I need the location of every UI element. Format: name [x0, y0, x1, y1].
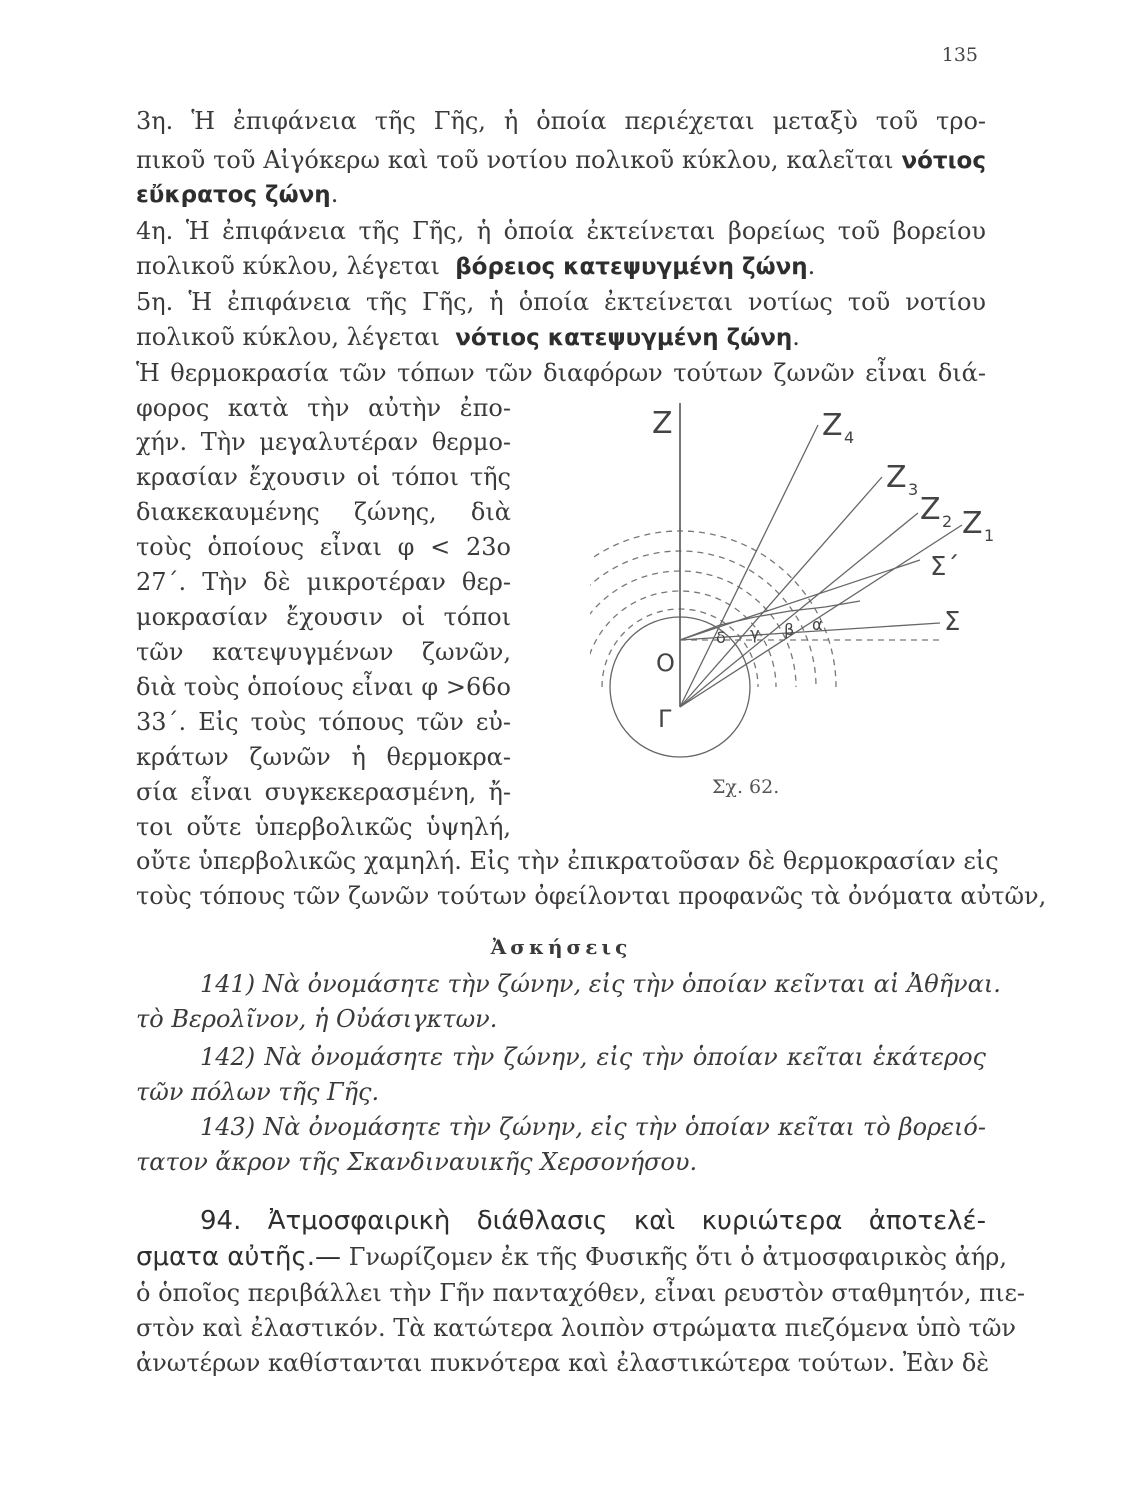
label-alpha: α	[812, 615, 823, 634]
label-z2-sub: 2	[942, 512, 953, 531]
para3-line2	[136, 143, 986, 178]
para4-line2-text: πολικοῦ κύκλου, λέγεται	[136, 252, 440, 280]
label-z1: Z	[962, 506, 983, 541]
section-94-line4: στὸν καὶ ἐλαστικόν. Τὰ κατώτερα λοιπὸν στρώματα πιεζόμενα ὑπὸ τῶν	[136, 1314, 1016, 1342]
section-94-line5: ἀνωτέρων καθίστανται πυκνότερα καὶ ἐλαστικώτερα τούτων. Ἐὰν δὲ	[136, 1349, 990, 1377]
line-z4	[680, 425, 818, 707]
temp-para-short-line2: χήν. Τὴν μεγαλυτέραν θερμο-	[136, 428, 511, 456]
label-sigma-prime: Σ΄	[930, 552, 960, 582]
line-z3	[680, 477, 882, 707]
label-delta: δ	[716, 628, 726, 647]
figure-62-diagram	[590, 395, 1010, 775]
section-94-line2-text: Γνωρίζομεν ἐκ τῆς Φυσικῆς ὅτι ὁ ἀτμοσφαιρικὸς ἀήρ,	[348, 1243, 1008, 1271]
exercise-141-line2: τὸ Βερολῖνον, ἡ Οὐάσιγκτων.	[136, 1005, 498, 1033]
label-z2: Z	[920, 492, 941, 527]
temp-para-short-line7: μοκρασίαν ἔχουσιν οἱ τόποι	[136, 603, 511, 631]
figure-caption: Σχ. 62.	[712, 776, 780, 798]
exercise-141-line1: 141) Νὰ ὀνομάσητε τὴν ζώνην, εἰς τὴν ὁποίαν κεῖνται αἱ Ἀθῆναι.	[200, 970, 1001, 998]
section-94-line3: ὁ ὁποῖος περιβάλλει τὴν Γῆν πανταχόθεν, εἶναι ρευστὸν σταθμητόν, πιε-	[136, 1279, 1026, 1307]
page-number: 135	[941, 44, 978, 66]
temp-para-short-line12: σία εἶναι συγκεκερασμένη, ἤ-	[136, 778, 511, 806]
temp-para-short-line8: τῶν κατεψυγμένων ζωνῶν,	[136, 638, 511, 666]
atmosphere-arc-3	[590, 571, 796, 687]
label-beta: β	[784, 620, 795, 639]
para3-line2-text: πικοῦ τοῦ Αἰγόκερω καὶ τοῦ νοτίου πολικοῦ κύκλου, καλεῖται	[136, 146, 894, 174]
label-gamma: Γ	[658, 705, 672, 733]
para5-line1: 5η. Ἡ ἐπιφάνεια τῆς Γῆς, ἡ ὁποία ἐκτείνεται νοτίως τοῦ νοτίου	[136, 288, 986, 316]
bold-term-eukratos-zone: εὔκρατος ζώνη	[136, 182, 331, 208]
exercise-143-line1: 143) Νὰ ὀνομάσητε τὴν ζώνην, εἰς τὴν ὁποίαν κεῖται τὸ βορειό-	[200, 1113, 986, 1141]
atmosphere-arc-2	[590, 551, 816, 687]
exercise-143-line2: τατον ἄκρον τῆς Σκανδιναυικῆς Χερσονήσου.	[136, 1148, 698, 1176]
temp-para-line2: οὔτε ὑπερβολικῶς χαμηλή. Εἰς τὴν ἐπικρατοῦσαν δὲ θερμοκρασίαν εἰς	[136, 847, 999, 875]
label-z3-sub: 3	[908, 480, 919, 499]
label-z3: Z	[886, 460, 907, 495]
bold-term-boreios-katepsygmeni: βόρειος κατεψυγμένη ζώνη	[455, 254, 808, 280]
exercises-heading: Ἀσκήσεις	[490, 935, 632, 959]
section-94-heading-line1: 94. Ἀτμοσφαιρικὴ διάθλασις καὶ κυριώτερα ἀποτελέ-	[200, 1206, 986, 1236]
para3-line3-end: .	[330, 180, 339, 208]
para3-line3	[136, 177, 986, 212]
label-z1-sub: 1	[984, 526, 995, 545]
temp-para-short-line10: 33΄. Εἰς τοὺς τόπους τῶν εὐ-	[136, 708, 511, 736]
temp-para-short-line1: φορος κατὰ τὴν αὐτὴν ἐπο-	[136, 394, 511, 422]
para5-line2-text: πολικοῦ κύκλου, λέγεται	[136, 323, 440, 351]
temp-para-line1: Ἡ θερμοκρασία τῶν τόπων τῶν διαφόρων τούτων ζωνῶν εἶναι διά-	[136, 359, 986, 387]
bold-term-notios: νότιος	[901, 148, 986, 174]
section-94-heading-line2: σματα αὐτῆς.—	[136, 1242, 342, 1272]
temp-para-short-line9: διὰ τοὺς ὁποίους εἶναι φ >66ο	[136, 673, 511, 701]
temp-para-short-line6: 27΄. Τὴν δὲ μικροτέραν θερ-	[136, 568, 511, 596]
temp-para-short-line4: διακεκαυμένης ζώνης, διὰ	[136, 498, 511, 526]
temp-para-short-line13: τοι οὔτε ὑπερβολικῶς ὑψηλή,	[136, 813, 511, 841]
exercise-142-line2: τῶν πόλων τῆς Γῆς.	[136, 1078, 380, 1106]
exercise-142-line1: 142) Νὰ ὀνομάσητε τὴν ζώνην, εἰς τὴν ὁποίαν κεῖται ἑκάτερος	[200, 1043, 986, 1071]
temp-para-line3: τοὺς τόπους τῶν ζωνῶν τούτων ὀφείλονται προφανῶς τὰ ὀνόματα αὐτῶν,	[136, 882, 1047, 910]
temp-para-short-line3: κρασίαν ἔχουσιν οἱ τόποι τῆς	[136, 463, 511, 491]
temp-para-short-line11: κράτων ζωνῶν ἡ θερμοκρα-	[136, 743, 511, 771]
para4-line2-end: .	[807, 252, 816, 280]
label-o: Ο	[656, 649, 675, 677]
para4-line1: 4η. Ἡ ἐπιφάνεια τῆς Γῆς, ἡ ὁποία ἐκτείνεται βορείως τοῦ βορείου	[136, 217, 986, 245]
label-z: Z	[652, 406, 673, 441]
para5-line2	[136, 320, 986, 355]
bold-term-notios-katepsygmeni: νότιος κατεψυγμένη ζώνη	[455, 325, 793, 351]
para3-line1: 3η. Ἡ ἐπιφάνεια τῆς Γῆς, ἡ ὁποία περιέχεται μεταξὺ τοῦ τρο-	[136, 107, 986, 135]
label-sigma: Σ	[944, 607, 961, 637]
label-z4-sub: 4	[844, 428, 855, 447]
para5-line2-end: .	[792, 323, 800, 351]
para4-line2	[136, 249, 986, 284]
temp-para-short-line5: τοὺς ὁποίους εἶναι φ < 23ο	[136, 533, 511, 561]
label-gamma-small: γ	[750, 624, 760, 643]
section-94-line2	[136, 1240, 1008, 1274]
label-z4: Z	[822, 408, 843, 443]
